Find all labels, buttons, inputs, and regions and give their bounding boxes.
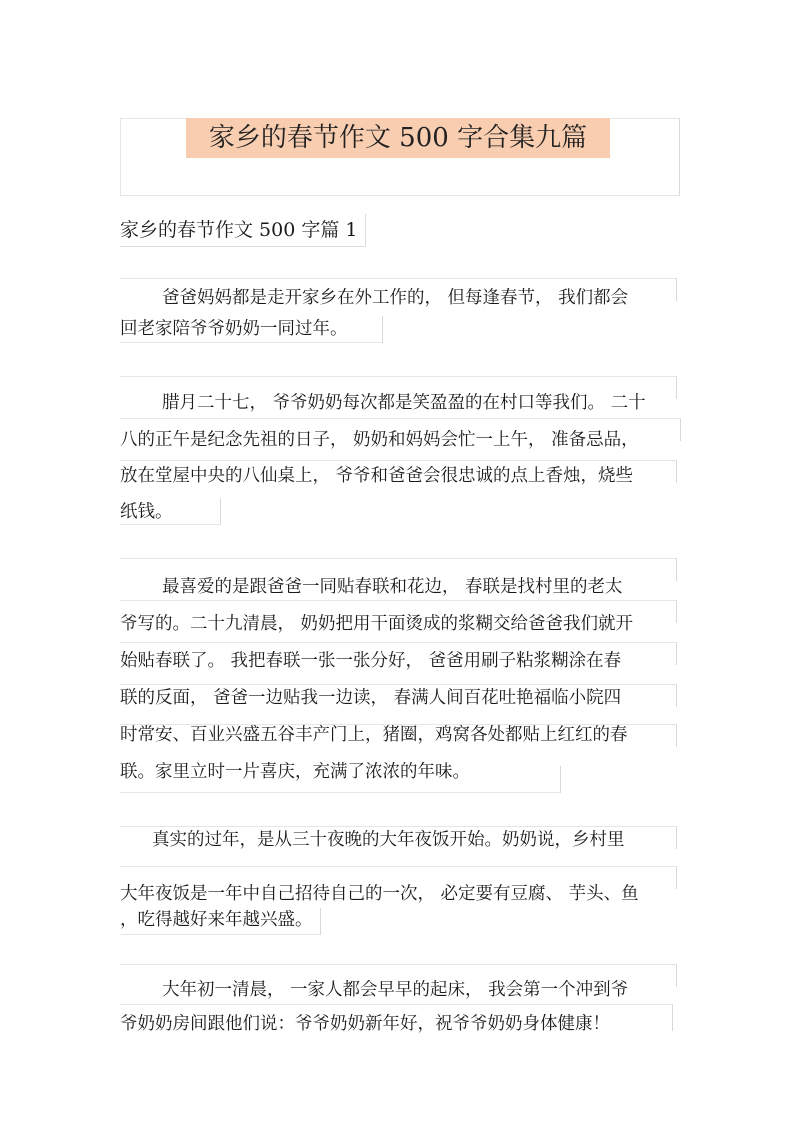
text-line: ，吃得越好来年越兴盛。 [120, 910, 313, 930]
document-title: 家乡的春节作文 500 字合集九篇 [186, 118, 610, 158]
text-line: 联的反面， 爸爸一边贴我一边读， 春满人间百花吐艳福临小院四 [120, 688, 622, 708]
text-line: 大年初一清晨， 一家人都会早早的起床， 我会第一个冲到爷 [162, 980, 629, 1000]
text-line: 始贴春联了。 我把春联一张一张分好， 爸爸用刷子粘浆糊涂在春 [120, 651, 622, 671]
text-line: 放在堂屋中央的八仙桌上， 爷爷和爸爸会很忠诚的点上香烛，烧些 [120, 466, 634, 486]
section-title: 家乡的春节作文 500 字篇 1 [120, 214, 366, 247]
text-line: 联。家里立时一片喜庆，充满了浓浓的年味。 [120, 762, 470, 782]
text-line: 最喜爱的是跟爸爸一同贴春联和花边， 春联是找村里的老太 [162, 577, 623, 597]
text-line: 八的正午是纪念先祖的日子， 奶奶和妈妈会忙一上午， 准备忌品， [120, 430, 639, 450]
text-line: 时常安、百业兴盛五谷丰产门上，猪圈，鸡窝各处都贴上红红的春 [120, 725, 628, 745]
text-line: 大年夜饭是一年中自己招待自己的一次， 必定要有豆腐、 芋头、鱼 [120, 884, 639, 904]
text-line: 爷奶奶房间跟他们说：爷爷奶奶新年好，祝爷爷奶奶身体健康！ [120, 1014, 610, 1034]
text-line: 纸钱。 [120, 502, 173, 522]
text-line: 回老家陪爷爷奶奶一同过年。 [120, 319, 348, 339]
text-line: 爸爸妈妈都是走开家乡在外工作的， 但每逢春节， 我们都会 [162, 288, 629, 308]
text-line: 真实的过年，是从三十夜晚的大年夜饭开始。奶奶说，乡村里 [152, 830, 625, 850]
text-line: 爷写的。二十九清晨， 奶奶把用干面烫成的浆糊交给爸爸我们就开 [120, 614, 634, 634]
text-line: 腊月二十七， 爷爷奶奶每次都是笑盈盈的在村口等我们。 二十 [162, 393, 646, 413]
